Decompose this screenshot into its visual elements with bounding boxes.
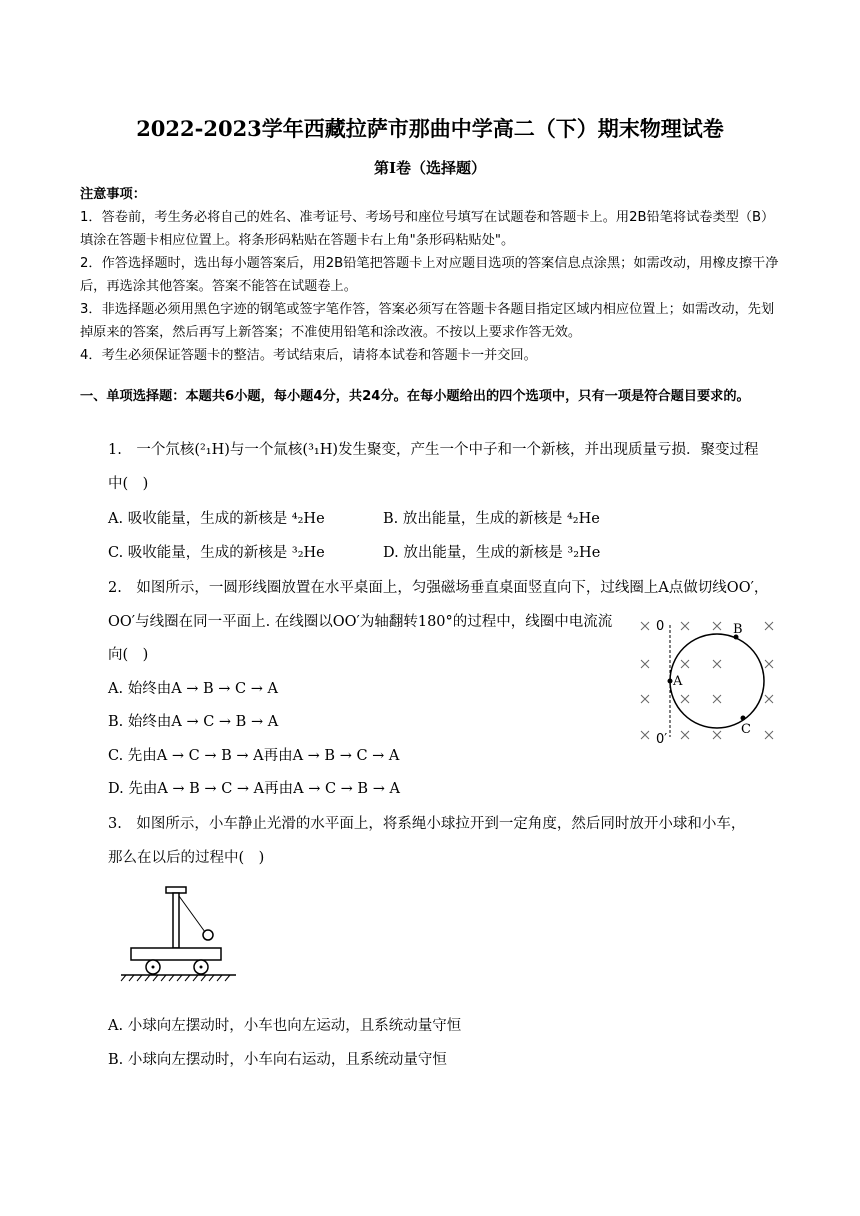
q2-coil-figure xyxy=(634,615,784,750)
point-a-dot xyxy=(668,679,673,684)
label-a: A xyxy=(673,674,683,689)
q2-option-a[interactable]: A. 始终由A → B → C → A xyxy=(108,681,278,697)
pendulum-top-bar xyxy=(166,887,186,893)
q3-option-a[interactable]: A. 小球向左摆动时，小车也向左运动，且系统动量守恒 xyxy=(108,1018,462,1034)
q1-option-c[interactable]: C. 吸收能量，生成的新核是 ³₂He xyxy=(108,545,325,561)
cart-body xyxy=(131,948,221,960)
q1-option-b[interactable]: B. 放出能量，生成的新核是 ⁴₂He xyxy=(383,511,600,527)
notice-item-4: 4．考生必须保证答题卡的整洁。考试结束后，请将本试卷和答题卡一并交回。 xyxy=(80,348,537,363)
q1-text-line1: 1. 一个氘核(²₁H)与一个氚核(³₁H)发生聚变，产生一个中子和一个新核，并出现质量亏损．聚变过程 xyxy=(108,442,759,458)
label-b: B xyxy=(733,622,743,637)
label-o-top: 0 xyxy=(656,619,665,634)
q2-option-c[interactable]: C. 先由A → C → B → A再由A → B → C → A xyxy=(108,748,400,764)
q2-text-line1: 2. 如图所示，一圆形线圈放置在水平桌面上，匀强磁场垂直桌面竖直向下，过线圈上A点做切线OO′， xyxy=(108,580,769,596)
notice-block xyxy=(80,183,785,367)
q2-text-line3: 向( ) xyxy=(108,647,149,663)
section-subtitle: 第I卷（选择题） xyxy=(373,159,487,177)
notice-item-3: 3．非选择题必须用黑色字迹的钢笔或签字笔作答，答案必须写在答题卡各题目指定区域内相应位置上；如需改动，先划掉原来的答案，然后再写上新答案；不准使用铅笔和涂改液。不按以上要求作答无效。 xyxy=(80,302,775,340)
ground-hatching xyxy=(121,975,230,981)
q3-text-line2: 那么在以后的过程中( ) xyxy=(108,850,265,866)
notice-item-2: 2．作答选择题时，选出每小题答案后，用2B铅笔把答题卡上对应题目选项的答案信息点涂黑；如需改动，用橡皮擦干净后，再选涂其他答案。答案不能答在试题卷上。 xyxy=(80,256,779,294)
page-title: 2022-2023学年西藏拉萨市那曲中学高二（下）期末物理试卷 xyxy=(136,116,724,141)
section-heading: 一、单项选择题：本题共6小题，每小题4分，共24分。在每小题给出的四个选项中，只有一项是符合题目要求的。 xyxy=(80,389,750,404)
pendulum-ball xyxy=(203,930,213,940)
q1-option-d[interactable]: D. 放出能量，生成的新核是 ³₂He xyxy=(383,545,601,561)
label-o-bottom: 0′ xyxy=(656,732,668,747)
q1-option-a[interactable]: A. 吸收能量，生成的新核是 ⁴₂He xyxy=(108,511,325,527)
notice-item-1: 1．答卷前，考生务必将自己的姓名、准考证号、考场号和座位号填写在试题卷和答题卡上。用2B铅笔将试卷类型（B）填涂在答题卡相应位置上。将条形码粘贴在答题卡右上角"条形码粘贴处"。 xyxy=(80,210,775,248)
q2-option-d[interactable]: D. 先由A → B → C → A再由A → C → B → A xyxy=(108,781,400,797)
q2-text-line2: OO′与线圈在同一平面上. 在线圈以OO′为轴翻转180°的过程中，线圈中电流流 xyxy=(108,614,613,630)
field-cross-marks xyxy=(641,622,773,739)
notice-heading: 注意事项： xyxy=(80,187,146,202)
q3-text-line1: 3. 如图所示，小车静止光滑的水平面上，将系绳小球拉开到一定角度，然后同时放开小球和小车， xyxy=(108,816,746,832)
q2-option-b[interactable]: B. 始终由A → C → B → A xyxy=(108,714,279,730)
point-c-dot xyxy=(741,716,746,721)
label-c: C xyxy=(741,722,751,737)
q3-option-b[interactable]: B. 小球向左摆动时，小车向右运动，且系统动量守恒 xyxy=(108,1052,447,1068)
q1-text-line2: 中( ) xyxy=(108,476,149,492)
q3-cart-figure xyxy=(118,882,238,992)
coil-circle xyxy=(670,634,764,728)
cart-wheel-left-hub xyxy=(152,966,155,969)
cart-post xyxy=(173,893,179,948)
cart-wheel-right-hub xyxy=(200,966,203,969)
pendulum-string xyxy=(179,896,205,932)
